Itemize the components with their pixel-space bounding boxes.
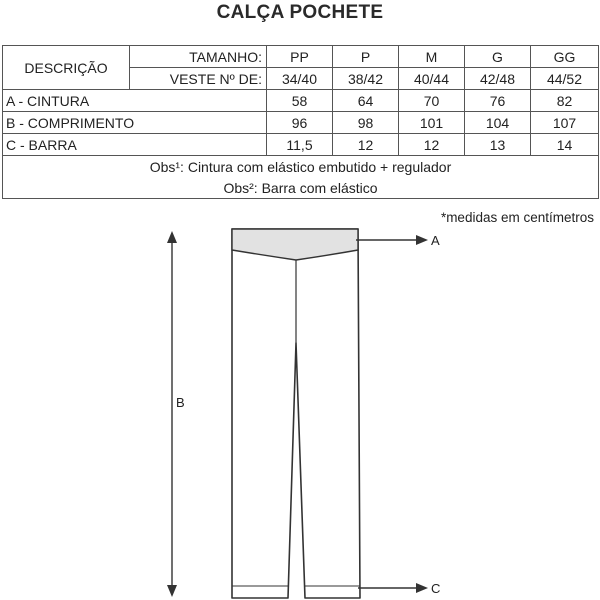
tamanho-header: TAMANHO:	[130, 46, 267, 68]
value-cell: 58	[267, 90, 333, 112]
veste-cell: 44/52	[531, 68, 599, 90]
value-cell: 82	[531, 90, 599, 112]
size-cell: GG	[531, 46, 599, 68]
size-cell: PP	[267, 46, 333, 68]
value-cell: 107	[531, 112, 599, 134]
value-cell: 13	[465, 134, 531, 156]
veste-cell: 40/44	[399, 68, 465, 90]
value-cell: 14	[531, 134, 599, 156]
value-cell: 12	[333, 134, 399, 156]
obs-1-text: Obs¹: Cintura com elástico embutido + regulador	[3, 156, 599, 178]
waist-arrow	[356, 235, 428, 245]
label-a: A	[431, 233, 440, 248]
value-cell: 101	[399, 112, 465, 134]
pants-illustration	[232, 229, 360, 598]
value-cell: 64	[333, 90, 399, 112]
descricao-header: DESCRIÇÃO	[3, 46, 130, 90]
veste-cell: 34/40	[267, 68, 333, 90]
hem-arrow	[358, 583, 428, 593]
row-label: A - CINTURA	[3, 90, 267, 112]
veste-cell: 38/42	[333, 68, 399, 90]
length-dimension-line	[167, 231, 177, 597]
value-cell: 104	[465, 112, 531, 134]
label-c: C	[431, 581, 441, 596]
units-note: *medidas em centímetros	[440, 210, 594, 225]
obs-2-text: Obs²: Barra com elástico	[3, 177, 599, 199]
row-label: C - BARRA	[3, 134, 267, 156]
value-cell: 98	[333, 112, 399, 134]
veste-header: VESTE Nº DE:	[130, 68, 267, 90]
size-cell: M	[399, 46, 465, 68]
value-cell: 76	[465, 90, 531, 112]
size-cell: G	[465, 46, 531, 68]
row-label: B - COMPRIMENTO	[3, 112, 267, 134]
value-cell: 11,5	[267, 134, 333, 156]
value-cell: 12	[399, 134, 465, 156]
label-b: B	[176, 395, 185, 410]
value-cell: 70	[399, 90, 465, 112]
value-cell: 96	[267, 112, 333, 134]
veste-cell: 42/48	[465, 68, 531, 90]
page-title: CALÇA POCHETE	[216, 2, 384, 23]
size-cell: P	[333, 46, 399, 68]
